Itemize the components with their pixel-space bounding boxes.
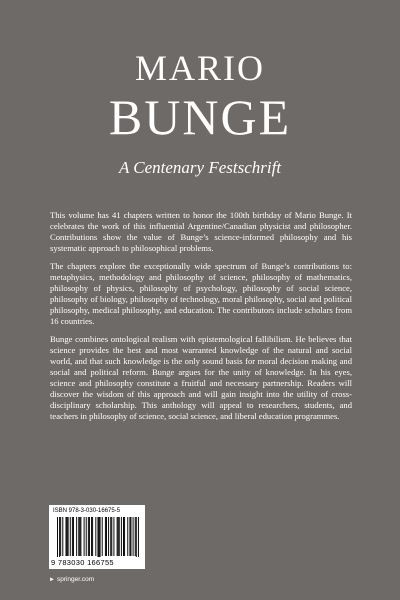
blurb-paragraph-2: The chapters explore the exceptionally wide spectrum of Bunge’s contributions to: metaphysics, methodology and philosophy of science, philosophy of mathematics, philosophy of physics, philosophy of psychology, philosophy of social science, philosophy of biology, philosophy of technology, moral philosophy, social and political philosophy, medical philosophy, and education. The contributors include scholars from 16 countries. (50, 261, 352, 326)
barcode-bar (135, 517, 136, 556)
barcode-bar (78, 517, 79, 556)
arrow-icon: ► (49, 577, 55, 583)
barcode-bar (73, 517, 74, 556)
barcode-bar (91, 517, 92, 556)
barcode-bar (130, 517, 131, 556)
barcode-bar (117, 517, 118, 556)
barcode-bar (127, 517, 128, 556)
barcode-bar (70, 517, 71, 556)
barcode-bar (129, 517, 130, 556)
barcode-bar (68, 517, 69, 556)
barcode-bar (60, 517, 61, 556)
barcode-bar (66, 517, 67, 556)
barcode-bar (133, 517, 134, 556)
barcode-bar (89, 517, 90, 556)
author-first-name: MARIO (134, 48, 265, 88)
barcode-bar (72, 517, 73, 556)
barcode-bar (99, 517, 100, 557)
blurb-paragraph-3: Bunge combines ontological realism with epistemological fallibilism. He believes that science provides the best and most warranted knowledge of the natural and social world, and that such knowledge is the only sound basis for moral decision making and social and political reform. Bunge argues for the unity of knowledge. In his eyes, science and philosophy constitute a fruitful and necessary partnership. Readers will discover the wisdom of this approach and will gain insight into the utility of cross-disciplinary scholarship. This anthology will appeal to researchers, students, and teachers in philosophy of science, social science, and liberal education programmes. (50, 334, 352, 421)
barcode-bar (76, 517, 77, 556)
barcode-panel (49, 505, 145, 569)
barcode-bar (102, 517, 103, 556)
book-subtitle: A Centenary Festschrift (118, 158, 282, 177)
blurb-text (50, 210, 352, 429)
barcode-bar (113, 517, 114, 556)
barcode-bar (62, 517, 63, 556)
barcode-bar (111, 517, 112, 556)
barcode-bar (138, 517, 139, 557)
barcode-bar (121, 517, 122, 556)
barcode-bar (97, 517, 98, 557)
barcode-bar (100, 517, 101, 557)
barcode-bar (118, 517, 119, 556)
barcode-bar (119, 517, 120, 556)
isbn-label: ISBN 978-3-030-16675-5 (53, 508, 121, 514)
barcode-bar (110, 517, 111, 556)
barcode-bar (67, 517, 68, 556)
barcode-bar (136, 517, 137, 557)
author-last-name: BUNGE (108, 89, 292, 145)
barcode-bar (123, 517, 124, 556)
barcode-digits: 9 783030 166755 (51, 558, 114, 567)
barcode-bar (124, 517, 125, 556)
barcode-bar (59, 517, 60, 557)
barcode-bar (79, 517, 80, 556)
blurb-paragraph-1: This volume has 41 chapters written to honor the 100th birthday of Mario Bunge. It celebrates the work of this influential Argentine/Canadian physicist and philosopher. Contributions show the value of Bunge’s science-informed philosophy and his systematic approach to philosophical problems. (50, 210, 352, 253)
cover-header (0, 50, 400, 178)
barcode-bar (95, 517, 96, 556)
barcode-bar (88, 517, 89, 556)
publisher-link[interactable] (49, 576, 94, 583)
barcode-bar (57, 517, 58, 557)
barcode-bar (86, 517, 87, 556)
barcode-icon (57, 517, 139, 557)
barcode-bar (106, 517, 107, 556)
barcode-bar (92, 517, 93, 556)
barcode-bar (80, 517, 81, 556)
barcode-bar (108, 517, 109, 556)
barcode-bar (84, 517, 85, 556)
publisher-url: springer.com (56, 576, 95, 583)
barcode-bar (105, 517, 106, 556)
